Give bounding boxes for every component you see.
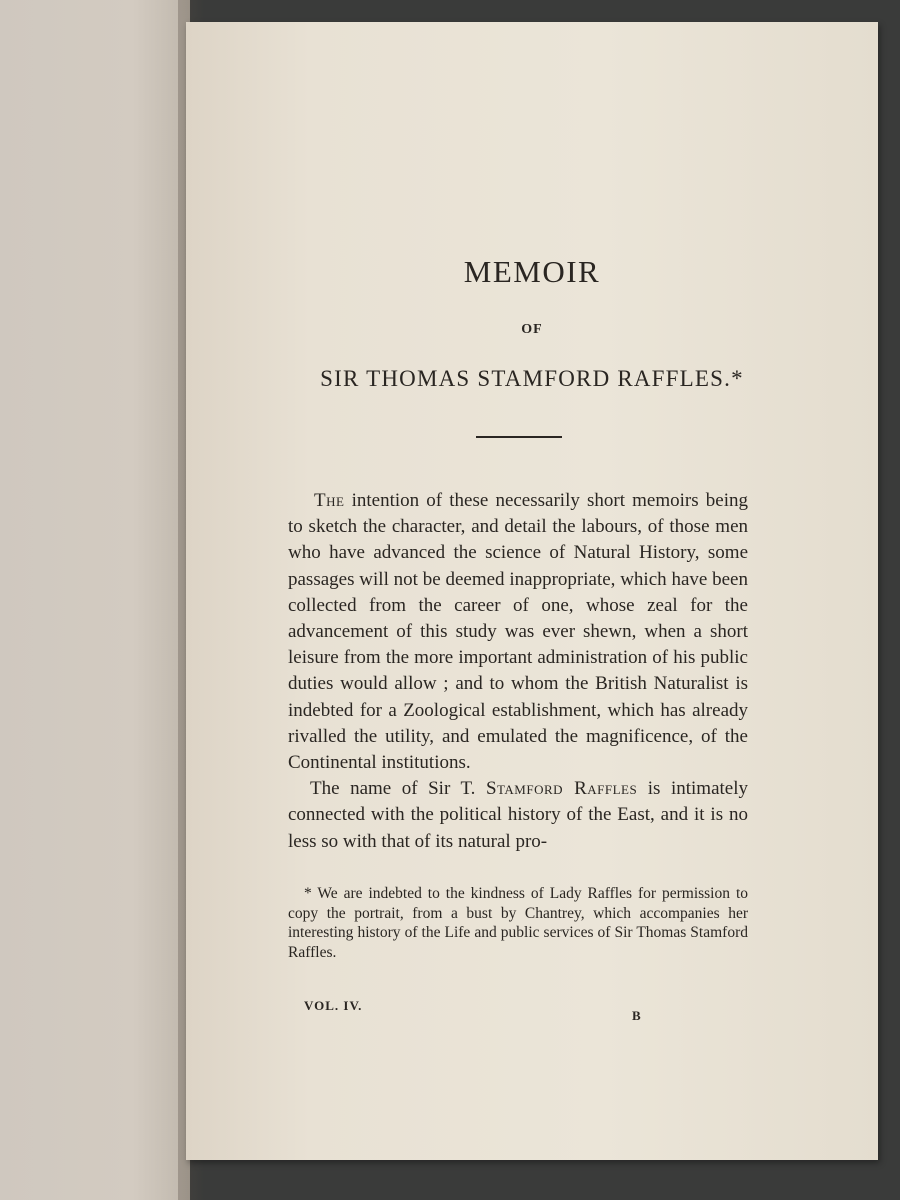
paragraph-2-post: is intimately connected with the political history of the East, and it is no less so with that of its natural pro- [288, 778, 748, 852]
right-page [186, 22, 878, 1160]
paragraph-1-lead: The [314, 490, 345, 511]
paragraph-1 [288, 488, 748, 776]
memoir-title: MEMOIR [463, 254, 601, 289]
left-page [0, 0, 190, 1200]
title-of-line: OF [521, 322, 543, 337]
footnote [288, 884, 748, 962]
signature-mark: B [632, 1008, 641, 1023]
paragraph-2 [288, 776, 748, 855]
footnote-text: * We are indebted to the kindness of Lady Raffles for permission to copy the portrait, from a bust by Chantrey, which accompanies her interesting history of the Life and public services of Sir Thomas Stamford Raffles. [288, 885, 748, 961]
title-rule [476, 436, 562, 438]
paragraph-2-name: Stamford Raffles [485, 778, 638, 800]
memoir-subtitle: SIR THOMAS STAMFORD RAFFLES.* [320, 366, 744, 391]
paragraph-2-pre: The name of Sir T. [310, 778, 486, 800]
volume-mark: VOL. IV. [304, 998, 363, 1013]
paragraph-1-text: intention of these necessarily short memoirs being to sketch the character, and detail the labours, of those men who have advanced the science of Natural History, some passages will not be deemed inappropriate, which have been collected from the career of one, whose zeal for the advancement of this study was ever shewn, when a short leisure from the more important administration of his public duties would allow ; and to whom the British Naturalist is indebted for a Zoological establishment, which has already rivalled the utility, and emulated the magnificence, of the Continental institutions. [288, 490, 748, 774]
body-text [288, 488, 748, 855]
